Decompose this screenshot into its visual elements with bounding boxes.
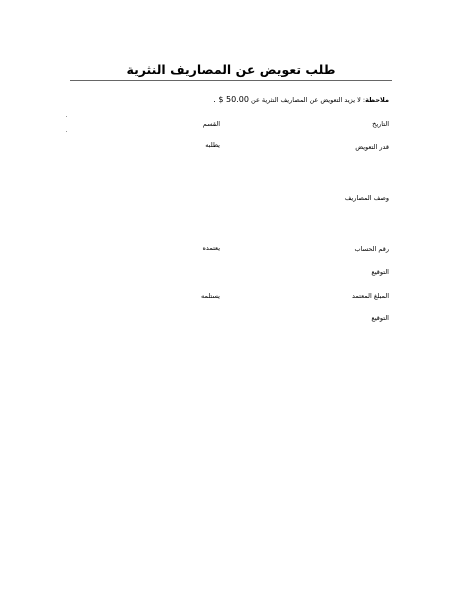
signature-label-2: التوقيع xyxy=(371,314,389,322)
note-text: : لا يزيد التعويض عن المصاريف النثرية عن xyxy=(251,96,366,104)
signature-label-1: التوقيع xyxy=(371,268,389,276)
margin-mark xyxy=(66,116,67,117)
note-line xyxy=(213,95,389,104)
account-number-label: رقم الحساب xyxy=(354,245,389,253)
margin-mark xyxy=(66,131,67,132)
reimbursement-amount-label: قدر التعويض xyxy=(355,143,389,151)
expense-description-label: وصف المصاريف xyxy=(344,194,389,202)
approved-by-label: يعتمده xyxy=(202,244,220,252)
received-by-label: يستلمه xyxy=(201,292,220,300)
title-divider xyxy=(70,80,392,81)
document-title: طلب تعويض عن المصاريف النثرية xyxy=(126,62,336,77)
department-label: القسم xyxy=(202,120,220,128)
requested-by-label: يطلبه xyxy=(205,141,220,149)
note-amount: 50.00 $ . xyxy=(213,95,249,104)
note-label: ملاحظة xyxy=(365,96,389,104)
approved-amount-label: المبلغ المعتمد xyxy=(352,292,389,300)
date-label: التاريخ xyxy=(372,120,389,128)
